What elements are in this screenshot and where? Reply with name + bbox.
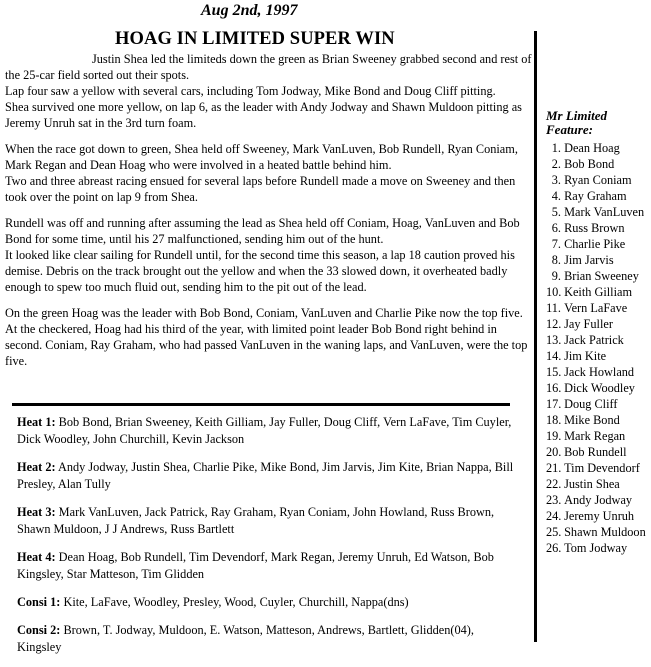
result-driver: Bob Rundell (564, 445, 627, 459)
result-item (546, 188, 650, 204)
result-driver: Tom Jodway (564, 541, 628, 555)
consi-drivers: Kite, LaFave, Woodley, Presley, Wood, Cuyler, Churchill, Nappa(dns) (63, 595, 409, 609)
result-driver: Vern LaFave (564, 301, 628, 315)
result-position: 5. (551, 205, 561, 219)
result-item (546, 252, 650, 268)
article-paragraph-1 (5, 51, 533, 131)
result-position: 15. (546, 365, 562, 379)
horizontal-divider (12, 403, 510, 406)
result-driver: Doug Cliff (564, 397, 618, 411)
result-position: 13. (546, 333, 562, 347)
heat-entry (17, 414, 517, 448)
result-item (546, 156, 650, 172)
result-position: 22. (546, 477, 562, 491)
result-item (546, 492, 650, 508)
result-driver: Jack Howland (564, 365, 635, 379)
paragraph-text: Shea survived one more yellow, on lap 6, as the leader with Andy Jodway and Shawn Muldoon pitting as Jeremy Unruh sat in the 3rd turn foam. (5, 100, 522, 130)
result-item (546, 300, 650, 316)
paragraph-text: Two and three abreast racing ensued for several laps before Rundell made a move on Sweeney and then took over the point on lap 9 from Shea. (5, 174, 516, 204)
heat-label: Heat 4: (17, 550, 56, 564)
result-item (546, 444, 650, 460)
result-driver: Brian Sweeney (564, 269, 639, 283)
result-driver: Mark Regan (564, 429, 626, 443)
result-position: 25. (546, 525, 562, 539)
result-item (546, 540, 650, 556)
paragraph-text: When the race got down to green, Shea held off Sweeney, Mark VanLuven, Bob Rundell, Ryan Coniam, Mark Regan and Dean Hoag who were involved in a heated battle behind him. (5, 142, 518, 172)
feature-results-sidebar (546, 109, 650, 556)
result-position: 19. (546, 429, 562, 443)
vertical-divider (534, 31, 537, 642)
result-driver: Ryan Coniam (564, 173, 632, 187)
result-position: 8. (551, 253, 561, 267)
result-driver: Mark VanLuven (564, 205, 645, 219)
heat-drivers: Andy Jodway, Justin Shea, Charlie Pike, Mike Bond, Jim Jarvis, Jim Kite, Brian Nappa, Bill Presley, Alan Tully (17, 460, 514, 491)
heat-label: Heat 3: (17, 505, 56, 519)
result-item (546, 316, 650, 332)
result-driver: Dean Hoag (564, 141, 620, 155)
consi-entry (17, 622, 517, 656)
result-item (546, 140, 650, 156)
result-position: 7. (551, 237, 561, 251)
result-item (546, 204, 650, 220)
result-item (546, 476, 650, 492)
heat-entry (17, 459, 517, 493)
result-position: 18. (546, 413, 562, 427)
result-position: 17. (546, 397, 562, 411)
result-driver: Jack Patrick (564, 333, 624, 347)
sidebar-title-line: Mr Limited (546, 108, 608, 123)
result-position: 14. (546, 349, 562, 363)
result-driver: Shawn Muldoon (564, 525, 646, 539)
consi-drivers: Brown, T. Jodway, Muldoon, E. Watson, Matteson, Andrews, Bartlett, Glidden(04), Kingsley (17, 623, 474, 654)
result-position: 16. (546, 381, 562, 395)
paragraph-text: Justin Shea led the limiteds down the green as Brian Sweeney grabbed second and rest of the 25-car field sorted out their spots. (5, 52, 532, 82)
result-driver: Ray Graham (564, 189, 627, 203)
result-driver: Tim Devendorf (564, 461, 640, 475)
result-item (546, 460, 650, 476)
article-paragraph-2 (5, 141, 533, 205)
paragraph-text: It looked like clear sailing for Rundell until, for the second time this season, a lap 18 caution proved his demise. Debris on the track brought out the yellow and when the 33 slowed down, it overheated badly enough to spew too much fluid out, sending him to the pit out of the lead. (5, 248, 515, 294)
result-position: 4. (551, 189, 561, 203)
result-item (546, 524, 650, 540)
result-driver: Andy Jodway (564, 493, 633, 507)
result-driver: Jim Jarvis (564, 253, 614, 267)
result-position: 10. (546, 285, 562, 299)
consi-entry (17, 594, 517, 611)
result-position: 21. (546, 461, 562, 475)
headline: HOAG IN LIMITED SUPER WIN (115, 29, 395, 49)
result-driver: Dick Woodley (564, 381, 635, 395)
heat-drivers: Mark VanLuven, Jack Patrick, Ray Graham, Ryan Coniam, John Howland, Russ Brown, Shawn Muldoon, J J Andrews, Russ Bartlett (17, 505, 495, 536)
result-item (546, 364, 650, 380)
feature-results-list (546, 140, 650, 556)
result-item (546, 380, 650, 396)
article-paragraph-4 (5, 305, 533, 369)
result-position: 9. (551, 269, 561, 283)
result-driver: Jim Kite (564, 349, 607, 363)
consi-label: Consi 2: (17, 623, 61, 637)
heat-label: Heat 1: (17, 415, 56, 429)
result-driver: Justin Shea (564, 477, 620, 491)
sidebar-title-line: Feature: (546, 122, 593, 137)
result-position: 11. (546, 301, 561, 315)
heat-drivers: Bob Bond, Brian Sweeney, Keith Gilliam, Jay Fuller, Doug Cliff, Vern LaFave, Tim Cuyler, Dick Woodley, John Churchill, Kevin Jackson (17, 415, 512, 446)
result-driver: Russ Brown (564, 221, 625, 235)
article-paragraph-3 (5, 215, 533, 295)
result-item (546, 332, 650, 348)
result-item (546, 412, 650, 428)
paragraph-text: At the checkered, Hoag had his third of the year, with limited point leader Bob Bond right behind in second. Coniam, Ray Graham, who had passed VanLuven in the waning laps, and VanLuven, were the top five. (5, 322, 528, 368)
result-position: 1. (551, 141, 561, 155)
paragraph-text: On the green Hoag was the leader with Bob Bond, Coniam, VanLuven and Charlie Pike now the top five. (5, 306, 523, 320)
result-item (546, 428, 650, 444)
result-position: 6. (551, 221, 561, 235)
heat-label: Heat 2: (17, 460, 56, 474)
result-item (546, 348, 650, 364)
result-item (546, 284, 650, 300)
result-position: 20. (546, 445, 562, 459)
result-driver: Jeremy Unruh (564, 509, 635, 523)
result-driver: Charlie Pike (564, 237, 626, 251)
result-item (546, 220, 650, 236)
result-position: 26. (546, 541, 562, 555)
result-position: 3. (551, 173, 561, 187)
article-date: Aug 2nd, 1997 (201, 2, 298, 19)
result-driver: Jay Fuller (564, 317, 613, 331)
heat-entry (17, 549, 517, 583)
result-item (546, 396, 650, 412)
sidebar-title (546, 109, 650, 137)
article-body (5, 51, 533, 375)
result-driver: Mike Bond (564, 413, 620, 427)
result-item (546, 172, 650, 188)
result-item (546, 236, 650, 252)
heat-results (17, 414, 517, 667)
result-position: 24. (546, 509, 562, 523)
result-driver: Keith Gilliam (564, 285, 633, 299)
heat-drivers: Dean Hoag, Bob Rundell, Tim Devendorf, Mark Regan, Jeremy Unruh, Ed Watson, Bob Kingsley, Star Matteson, Tim Glidden (17, 550, 494, 581)
result-position: 23. (546, 493, 562, 507)
result-position: 12. (546, 317, 562, 331)
paragraph-text: Rundell was off and running after assuming the lead as Shea held off Coniam, Hoag, VanLuven and Bob Bond for some time, until his 27 malfunctioned, sending him out of the hunt. (5, 216, 520, 246)
result-item (546, 268, 650, 284)
result-item (546, 508, 650, 524)
result-position: 2. (551, 157, 561, 171)
heat-entry (17, 504, 517, 538)
result-driver: Bob Bond (564, 157, 615, 171)
consi-label: Consi 1: (17, 595, 61, 609)
paragraph-text: Lap four saw a yellow with several cars, including Tom Jodway, Mike Bond and Doug Cliff pitting. (5, 84, 496, 98)
